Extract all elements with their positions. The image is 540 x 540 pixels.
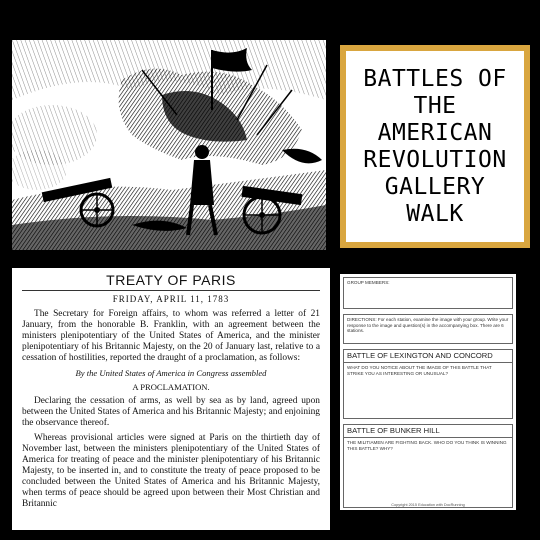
directions-text: DIRECTIONS: For each station, examine the image with your group. Write your response to the image and question(s) in the accompanying box. There are 6 stations.: [347, 317, 509, 334]
directions-box: [343, 314, 513, 344]
treaty-preamble: By the United States of America in Congress assembled: [75, 368, 267, 378]
battle-lexington-title: BATTLE OF LEXINGTON AND CONCORD: [344, 351, 512, 363]
treaty-paragraph-1: The Secretary for Foreign affairs, to whom was referred a letter of 21 January, from the honorable B. Franklin, with an agreement between the ministers plenipotentiary of the United States of America, and the minister plenipotentiary of his Britannic Majesty, on the 20 of January last, relative to a cessation of hostilities, reported the draught of a proclamation, as follows:: [22, 309, 320, 363]
treaty-date: FRIDAY, APRIL 11, 1783: [112, 294, 230, 304]
treaty-paragraph-3: Whereas provisional articles were signed at Paris on the thirtieth day of November last, between the ministers plenipotentiary of the United States of America for treating of peace and the minister plenipotentiary of his Britannic Majesty, to be inserted in, and to constitute the treaty of peace proposed to be concluded between the United States of America and his Britannic Majesty, when terms of peace should be agreed upon between their Most Christian and Britannic: [22, 433, 320, 509]
treaty-document: [12, 268, 330, 530]
battle-lexington-question: WHAT DO YOU NOTICE ABOUT THE IMAGE OF THIS BATTLE THAT STRIKE YOU AS INTERESTING OR UNUSUAL?: [347, 365, 492, 376]
battle-lexington-box: [343, 349, 513, 419]
battle-engraving-icon: [12, 40, 326, 250]
title-text: BATTLES OF THE AMERICAN REVOLUTION GALLERY WALK: [363, 65, 507, 227]
worksheet-footer: Copyright 2015 Education with DocRunning: [391, 503, 465, 507]
battle-bunker-hill-title: BATTLE OF BUNKER HILL: [344, 426, 512, 438]
group-members-label: GROUP MEMBERS:: [347, 280, 390, 285]
title-card-inner: [346, 51, 524, 242]
group-members-box: [343, 277, 513, 309]
battle-engraving-image: [12, 40, 326, 250]
treaty-title: TREATY OF PARIS: [22, 272, 320, 291]
title-card: [340, 45, 530, 248]
battle-bunker-hill-box: [343, 424, 513, 508]
battle-bunker-hill-question: THE MILITIAMEN ARE FIGHTING BACK. WHO DO YOU THINK IS WINNING THIS BATTLE? WHY?: [347, 440, 507, 451]
treaty-proclamation-heading: A PROCLAMATION.: [132, 382, 210, 392]
gallery-walk-worksheet: [340, 274, 516, 510]
treaty-paragraph-2: Declaring the cessation of arms, as well by sea as by land, agreed upon between the United States of America and his Britannic Majesty; and enjoining the observance thereof.: [22, 396, 320, 428]
